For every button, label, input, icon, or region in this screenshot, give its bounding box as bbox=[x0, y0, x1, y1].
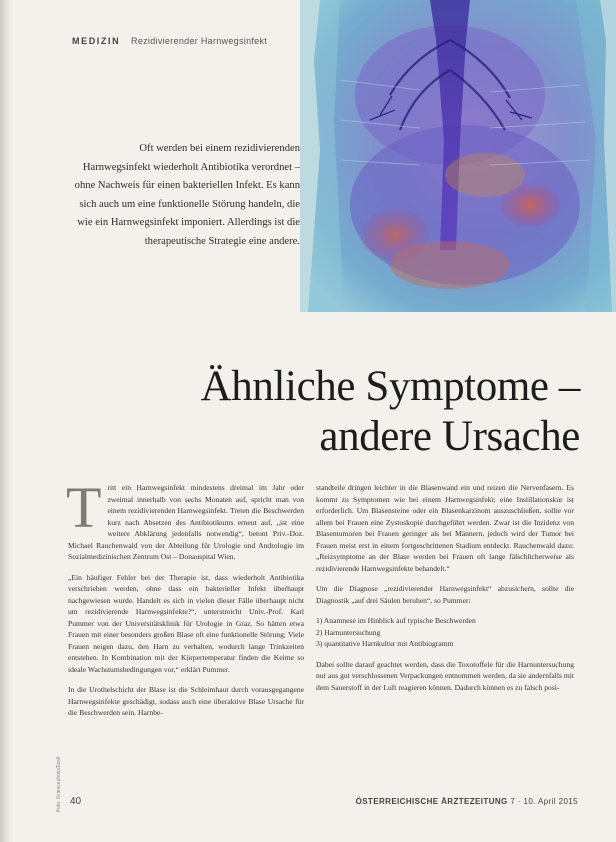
teaser-paragraph: Oft werden bei einem rezidivierenden Harnwegsinfekt wiederholt Antibiotika verordnet – ohne Nachweis für einen bakteriellen Infekt. Es kann sich auch um eine funktionelle Störung handeln, die wie ein Harnwegsinfekt imponiert. Allerdings ist die therapeutische Strategie eine andere. bbox=[74, 143, 300, 247]
body-column-left bbox=[66, 475, 304, 728]
list-item: 1) Anamnese im Hinblick auf typische Beschwerden bbox=[316, 616, 476, 625]
page-number: 40 bbox=[70, 796, 82, 807]
publication-info bbox=[356, 797, 578, 806]
headline-line-1: Ähnliche Symptome – bbox=[200, 363, 580, 410]
body-paragraph-3: In die Urothelschicht der Blase ist die Schleimhaut durch vorausgegangene Harnwegsinfekte geschädigt, sodass auch eine überaktive Blase Ursache für die Beschwerden sein. Harnbe- bbox=[68, 685, 304, 717]
list-item: 3) quantitative Harnkultur mit Antibiogramm bbox=[316, 639, 454, 648]
anatomy-illustration bbox=[300, 0, 616, 312]
page-footer bbox=[70, 796, 578, 808]
headline-line-2: andere Ursache bbox=[319, 413, 580, 460]
teaser-text bbox=[70, 140, 300, 252]
photo-credit bbox=[54, 722, 64, 812]
page-header bbox=[72, 36, 267, 46]
body-column-right bbox=[316, 482, 574, 702]
body-paragraph-1-text: ritt ein Harnwegsinfekt mindestens dreimal im Jahr oder zweimal innerhalb von sechs Monaten auf, spricht man von einem rezidivierenden Harnwegsinfekt. Treten die Beschwerden kurz nach Absetzen des Antibiotikums erneut auf, „ist eine weitere Abklärung jedenfalls notwendig“, betont Priv.-Doz. Michael Rauchenwald von der Abteilung für Urologie und Andrologie im Sozialmedizinischen Zentrum Ost – Donauspital Wien. bbox=[68, 483, 304, 561]
diagnosis-list bbox=[316, 615, 574, 650]
headline bbox=[60, 362, 580, 462]
list-item: 2) Harnuntersuchung bbox=[316, 627, 381, 637]
publication-name: ÖSTERREICHISCHE ÄRZTEZEITUNG bbox=[355, 797, 508, 806]
body-paragraph-5: Um die Diagnose „rezidivierender Harnwegsinfekt“ abzusichern, sollte die Diagnostik „auf drei Säulen beruhen“, so Pummer: bbox=[316, 584, 574, 605]
page-fold-shadow bbox=[0, 0, 14, 842]
issue-info: 7 · 10. April 2015 bbox=[510, 797, 578, 806]
body-paragraph-4: standteile dringen leichter in die Blasenwand ein und reizen die Nervenfasern. Es kommt zu Symptomen wie bei einem Harnwegsinfekt; eine Instillationskur ist erforderlich. Um Blasensteine oder ein Blasenkarzinom auszuschließen, sollte vor allem bei Frauen eine Zystoskopie durchgeführt werden. Zwar ist die Inzidenz von Blasentumoren bei Frauen geringer als bei Männern, jedoch wird der Tumor bei Frauen meist erst in einem fortgeschrittenen Stadium entdeckt. Rauchenwald dazu: „Reizsymptome an der Blase werden bei Frauen oft lange fälschlicherweise als rezidivierende Harnwegsinfekte behandelt.“ bbox=[316, 483, 574, 573]
dropcap-letter: T bbox=[66, 475, 102, 540]
section-label: MEDIZIN bbox=[72, 36, 121, 46]
topic-label: Rezidivierender Harnwegsinfekt bbox=[131, 36, 268, 46]
body-paragraph-2: „Ein häufiger Fehler bei der Therapie ist, dass wiederholt Antibiotika verschrieben werden, ohne dass ein bakterieller Infekt überhaupt nachgewiesen wurde. Handelt es sich in vielen dieser Fälle überhaupt nicht um rezidivierende Harnwegsinfekte?“, unterstreicht Univ.-Prof. Karl Pummer von der Universitätsklinik für Urologie in Graz. So hätten etwa Frauen mit einer besonders großen Blase oft eine funktionelle Störung: Viele Frauen neigen dazu, den Harn zu verhalten, wodurch lange Trinkzeiten entstehen. In Kombination mit der Körpertemperatur finden die Keime so ideale Wachstumsbedingungen vor,“ erklärt Pummer. bbox=[68, 572, 304, 674]
body-paragraph-1 bbox=[66, 475, 304, 563]
body-paragraph-6: Dabei sollte darauf geachtet werden, dass die Toxotoffele für die Harnuntersuchung nur aus gut verschlossenen Verpackungen entnommen werden, da sie andernfalls mit dem Sauerstoff in der Luft reagieren können. Dadurch können es zu falsch posi- bbox=[316, 659, 574, 692]
photo-credit-text: Foto: Sciencephoto/Ezell bbox=[56, 756, 62, 812]
torso-xray-image bbox=[300, 0, 616, 312]
